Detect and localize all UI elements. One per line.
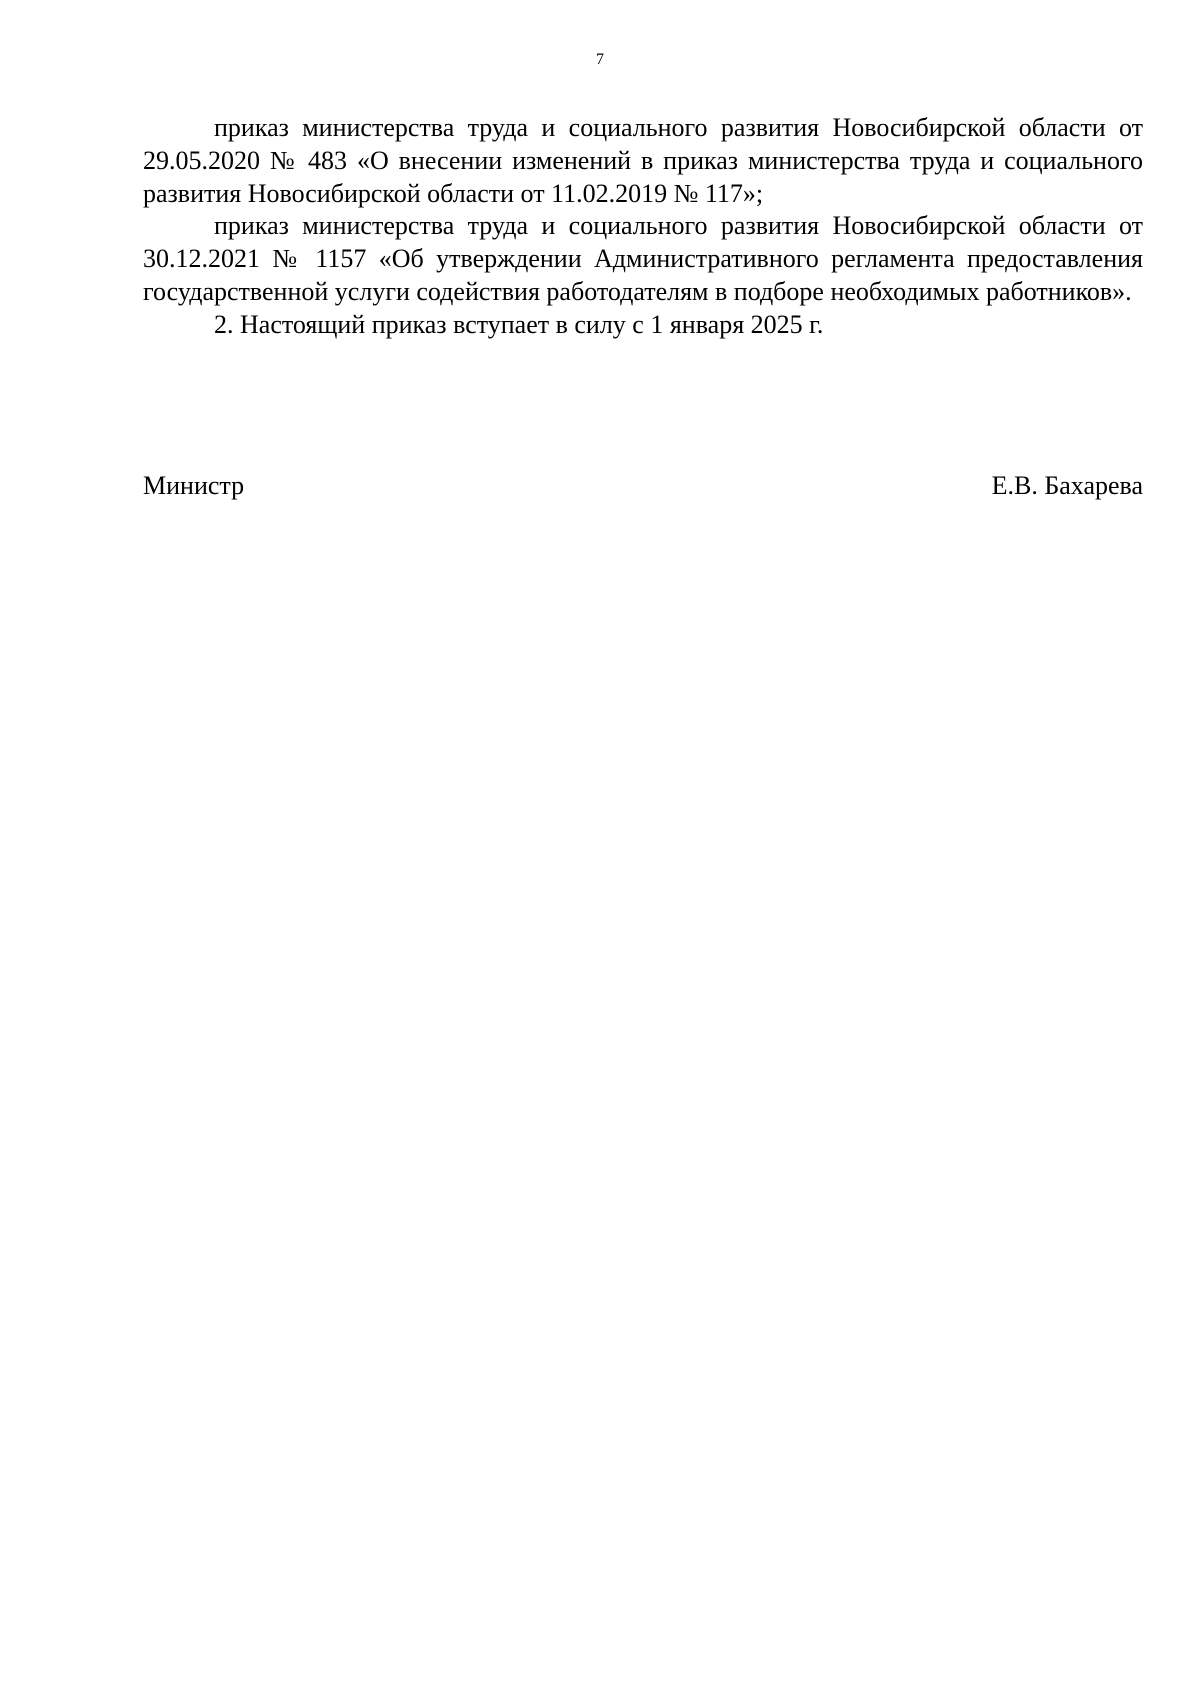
signatory-name: Е.В. Бахарева [991,471,1143,500]
signatory-title: Министр [143,471,245,500]
document-body [143,112,1143,342]
page-number: 7 [596,51,604,68]
paragraph-order-483: приказ министерства труда и социального развития Новосибирской области от 29.05.2020 № 483 «О внесении изменений в приказ министерства труда и социального развития Новосибирской области от 11.02.2019 № 117»; [143,113,1143,208]
signature-block [143,470,1143,504]
paragraph-effective-date: 2. Настоящий приказ вступает в силу с 1 января 2025 г. [214,309,824,339]
paragraph-order-1157: приказ министерства труда и социального развития Новосибирской области от 30.12.2021 № 1157 «Об утверждении Административного регламента предоставления государственной услуги содействия работодателям в подборе необходимых работников». [143,211,1143,306]
